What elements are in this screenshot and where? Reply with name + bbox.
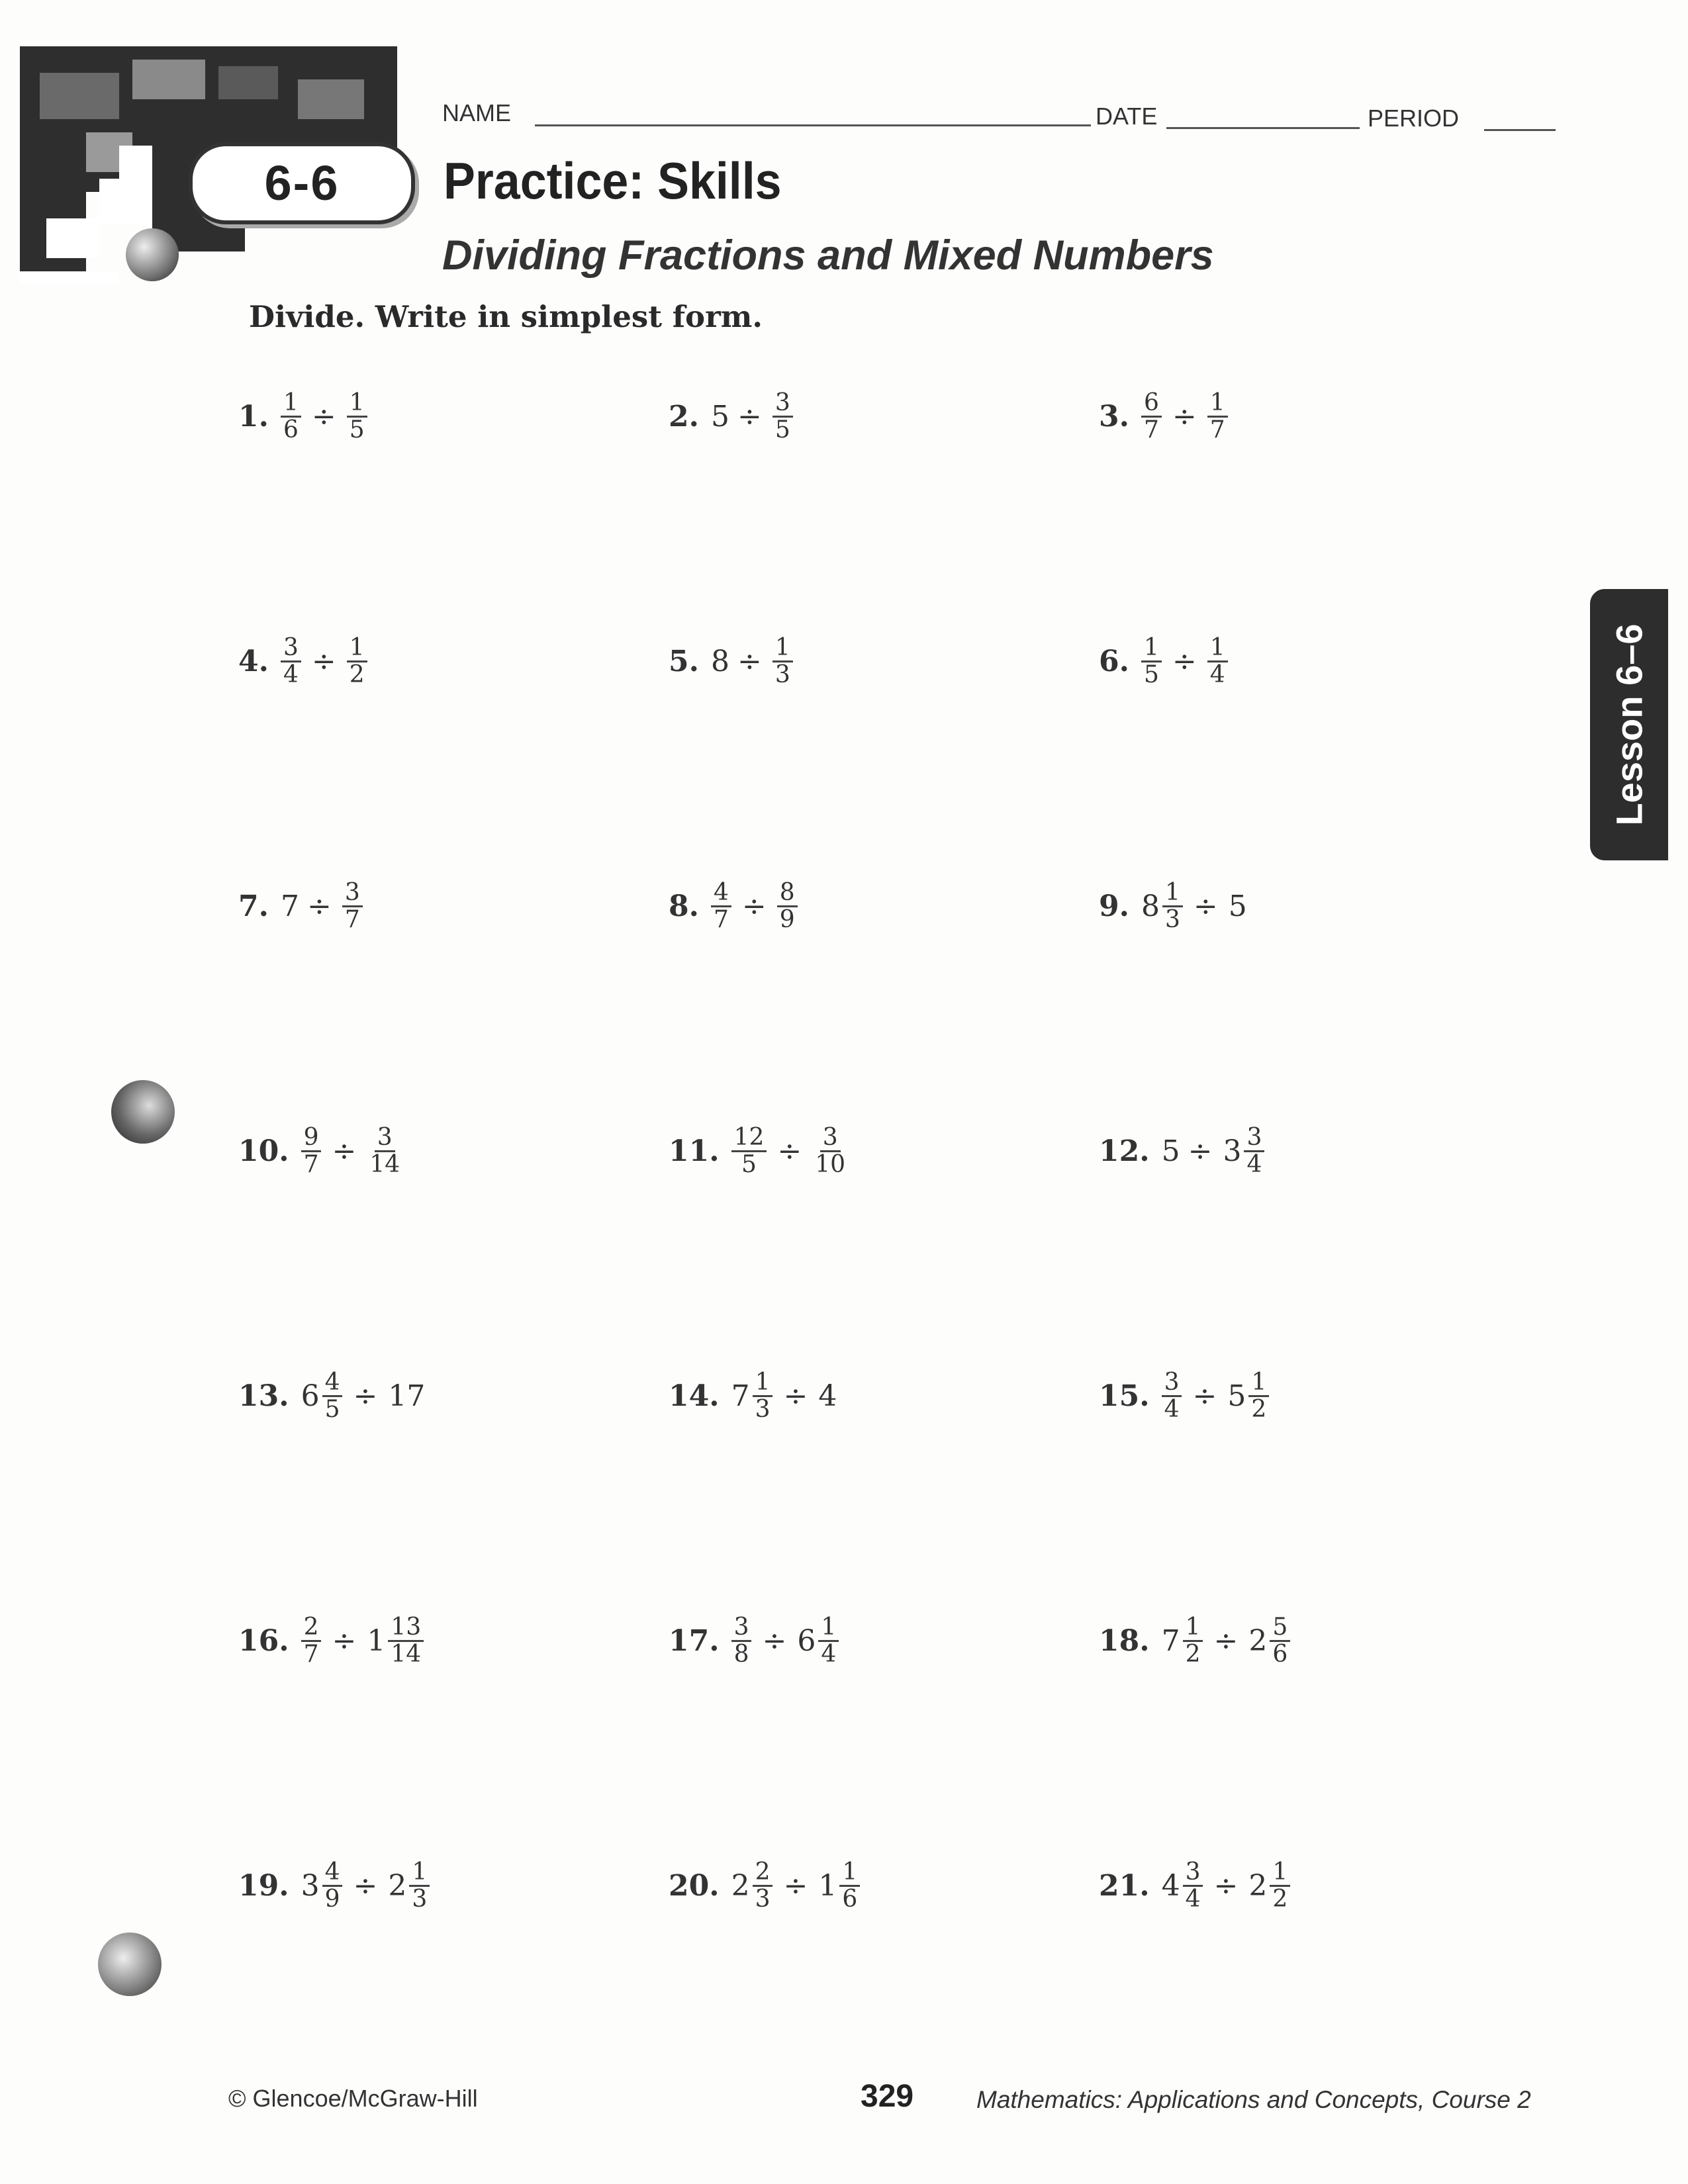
fraction xyxy=(777,880,798,933)
numerator: 1 xyxy=(409,1860,430,1887)
whole-number: 3 xyxy=(301,1868,320,1903)
whole-number: 6 xyxy=(301,1379,320,1413)
whole-number: 17 xyxy=(388,1379,426,1413)
problem-16 xyxy=(238,1615,426,1667)
denominator: 2 xyxy=(1185,1640,1201,1668)
division-sign: ÷ xyxy=(737,399,762,433)
whole-number: 8 xyxy=(710,644,729,678)
problem-number: 20. xyxy=(669,1868,720,1903)
fraction xyxy=(711,880,731,933)
whole-number: 4 xyxy=(818,1379,837,1413)
fraction xyxy=(409,1860,430,1912)
fraction xyxy=(1270,1615,1290,1667)
denominator: 4 xyxy=(1164,1395,1180,1423)
denominator: 6 xyxy=(842,1885,858,1913)
problem-number: 14. xyxy=(669,1379,720,1413)
fraction xyxy=(1244,1125,1264,1177)
numerator: 2 xyxy=(301,1615,322,1642)
book-title: Mathematics: Applications and Concepts, Course 2 xyxy=(976,2086,1531,2113)
division-sign: ÷ xyxy=(311,399,336,433)
denominator: 4 xyxy=(1185,1885,1201,1913)
denominator: 7 xyxy=(303,1150,319,1178)
division-sign: ÷ xyxy=(737,644,762,678)
problem-number: 21. xyxy=(1099,1868,1150,1903)
problem-number: 19. xyxy=(238,1868,289,1903)
problem-15 xyxy=(1099,1370,1272,1422)
whole-number: 1 xyxy=(367,1623,386,1658)
denominator: 7 xyxy=(303,1640,319,1668)
numerator: 1 xyxy=(1207,635,1228,662)
copyright: © Glencoe/McGraw-Hill xyxy=(228,2085,478,2112)
problem-number: 3. xyxy=(1099,399,1129,433)
numerator: 3 xyxy=(342,880,363,907)
denominator: 14 xyxy=(391,1640,422,1668)
problem-19 xyxy=(238,1860,432,1912)
numerator: 1 xyxy=(753,1370,773,1397)
whole-number: 7 xyxy=(1161,1623,1180,1658)
numerator: 5 xyxy=(1270,1615,1290,1642)
page-subtitle: Dividing Fractions and Mixed Numbers xyxy=(442,232,1214,279)
problem-number: 16. xyxy=(238,1623,289,1658)
whole-number: 2 xyxy=(731,1868,750,1903)
problem-2 xyxy=(669,390,796,443)
denominator: 9 xyxy=(324,1885,340,1913)
numerator: 1 xyxy=(1141,635,1162,662)
problem-number: 4. xyxy=(238,644,269,678)
whole-number: 1 xyxy=(818,1868,837,1903)
date-field[interactable] xyxy=(1166,127,1360,129)
problem-11 xyxy=(669,1125,851,1177)
fraction xyxy=(347,390,367,443)
problem-number: 1. xyxy=(238,399,269,433)
fraction xyxy=(1162,1370,1182,1422)
marble-icon xyxy=(126,228,179,281)
denominator: 5 xyxy=(774,416,790,443)
denominator: 7 xyxy=(344,905,360,933)
fraction xyxy=(1207,635,1228,688)
numerator: 1 xyxy=(839,1860,860,1887)
marble-icon xyxy=(111,1080,175,1144)
fraction xyxy=(342,880,363,933)
denominator: 3 xyxy=(1164,905,1180,933)
denominator: 14 xyxy=(369,1150,400,1178)
problem-7 xyxy=(238,880,365,933)
division-sign: ÷ xyxy=(353,1868,378,1903)
numerator: 2 xyxy=(753,1860,773,1887)
problem-12 xyxy=(1099,1125,1267,1177)
numerator: 1 xyxy=(773,635,793,662)
instructions: Divide. Write in simplest form. xyxy=(249,299,763,334)
problem-number: 6. xyxy=(1099,644,1129,678)
problem-number: 13. xyxy=(238,1379,289,1413)
fraction xyxy=(1270,1860,1290,1912)
numerator: 1 xyxy=(281,390,301,418)
numerator: 1 xyxy=(347,390,367,418)
page-number: 329 xyxy=(861,2079,914,2114)
denominator: 5 xyxy=(741,1150,757,1178)
numerator: 1 xyxy=(1248,1370,1269,1397)
division-sign: ÷ xyxy=(1193,889,1218,923)
denominator: 2 xyxy=(1251,1395,1267,1423)
problem-number: 17. xyxy=(669,1623,720,1658)
problem-17 xyxy=(669,1615,841,1667)
problem-number: 7. xyxy=(238,889,269,923)
fraction xyxy=(818,1615,839,1667)
denominator: 3 xyxy=(755,1885,771,1913)
problem-20 xyxy=(669,1860,863,1912)
division-sign: ÷ xyxy=(1172,399,1197,433)
division-sign: ÷ xyxy=(741,889,767,923)
problem-21 xyxy=(1099,1860,1293,1912)
fraction xyxy=(812,1125,848,1177)
problem-number: 18. xyxy=(1099,1623,1150,1658)
fraction xyxy=(1183,1860,1203,1912)
period-field[interactable] xyxy=(1484,129,1556,131)
division-sign: ÷ xyxy=(777,1134,802,1168)
division-sign: ÷ xyxy=(1192,1379,1217,1413)
division-sign: ÷ xyxy=(306,889,332,923)
division-sign: ÷ xyxy=(1213,1868,1239,1903)
fraction xyxy=(347,635,367,688)
problem-9 xyxy=(1099,880,1247,933)
numerator: 1 xyxy=(347,635,367,662)
fraction xyxy=(1162,880,1183,933)
problem-number: 9. xyxy=(1099,889,1129,923)
marble-icon xyxy=(98,1933,162,1996)
fraction xyxy=(281,635,301,688)
problem-number: 8. xyxy=(669,889,699,923)
whole-number: 3 xyxy=(1223,1134,1242,1168)
whole-number: 4 xyxy=(1161,1868,1180,1903)
numerator: 4 xyxy=(322,1860,343,1887)
division-sign: ÷ xyxy=(783,1379,808,1413)
numerator: 9 xyxy=(301,1125,322,1152)
whole-number: 5 xyxy=(1227,1379,1246,1413)
division-sign: ÷ xyxy=(311,644,336,678)
denominator: 3 xyxy=(774,660,790,688)
numerator: 3 xyxy=(731,1615,752,1642)
problem-13 xyxy=(238,1370,425,1422)
fraction xyxy=(1141,390,1162,443)
denominator: 4 xyxy=(283,660,299,688)
denominator: 7 xyxy=(1143,416,1159,443)
numerator: 1 xyxy=(1207,390,1228,418)
denominator: 8 xyxy=(733,1640,749,1668)
numerator: 3 xyxy=(281,635,301,662)
fraction xyxy=(753,1370,773,1422)
denominator: 10 xyxy=(815,1150,846,1178)
denominator: 4 xyxy=(1209,660,1225,688)
fraction xyxy=(773,635,793,688)
denominator: 3 xyxy=(412,1885,428,1913)
denominator: 7 xyxy=(1209,416,1225,443)
denominator: 5 xyxy=(349,416,365,443)
division-sign: ÷ xyxy=(332,1134,357,1168)
whole-number: 5 xyxy=(1228,889,1247,923)
whole-number: 8 xyxy=(1141,889,1160,923)
problem-number: 11. xyxy=(669,1134,720,1168)
side-tab-label: Lesson 6–6 xyxy=(1608,623,1650,826)
numerator: 8 xyxy=(777,880,798,907)
problem-6 xyxy=(1099,635,1231,688)
date-label: DATE xyxy=(1096,103,1158,130)
numerator: 3 xyxy=(773,390,793,418)
problem-1 xyxy=(238,390,370,443)
denominator: 5 xyxy=(324,1395,340,1423)
denominator: 5 xyxy=(1143,660,1159,688)
page-title: Practice: Skills xyxy=(444,152,782,210)
denominator: 9 xyxy=(779,905,795,933)
division-sign: ÷ xyxy=(332,1623,357,1658)
fraction xyxy=(322,1860,343,1912)
fraction xyxy=(1141,635,1162,688)
denominator: 6 xyxy=(283,416,299,443)
period-label: PERIOD xyxy=(1368,105,1460,132)
division-sign: ÷ xyxy=(353,1379,378,1413)
denominator: 7 xyxy=(713,905,729,933)
whole-number: 2 xyxy=(1248,1623,1268,1658)
numerator: 13 xyxy=(388,1615,424,1642)
fraction xyxy=(322,1370,343,1422)
numerator: 12 xyxy=(731,1125,767,1152)
denominator: 6 xyxy=(1272,1640,1288,1668)
problem-number: 15. xyxy=(1099,1379,1150,1413)
whole-number: 7 xyxy=(731,1379,750,1413)
numerator: 4 xyxy=(711,880,731,907)
fraction xyxy=(1183,1615,1203,1667)
fraction xyxy=(753,1860,773,1912)
whole-number: 5 xyxy=(710,399,729,433)
denominator: 4 xyxy=(821,1640,837,1668)
numerator: 3 xyxy=(1162,1370,1182,1397)
problem-14 xyxy=(669,1370,837,1422)
problem-5 xyxy=(669,635,796,688)
fraction xyxy=(367,1125,402,1177)
whole-number: 2 xyxy=(1248,1868,1268,1903)
numerator: 3 xyxy=(375,1125,395,1152)
name-field[interactable] xyxy=(535,124,1091,126)
whole-number: 5 xyxy=(1161,1134,1180,1168)
denominator: 3 xyxy=(755,1395,771,1423)
numerator: 4 xyxy=(322,1370,343,1397)
numerator: 3 xyxy=(1244,1125,1264,1152)
fraction xyxy=(773,390,793,443)
problem-4 xyxy=(238,635,370,688)
fraction xyxy=(731,1125,767,1177)
fraction xyxy=(839,1860,860,1912)
fraction xyxy=(1248,1370,1269,1422)
problem-8 xyxy=(669,880,800,933)
problem-3 xyxy=(1099,390,1231,443)
name-label: NAME xyxy=(442,99,512,126)
numerator: 6 xyxy=(1141,390,1162,418)
fraction xyxy=(1207,390,1228,443)
whole-number: 6 xyxy=(797,1623,816,1658)
division-sign: ÷ xyxy=(762,1623,787,1658)
problem-number: 12. xyxy=(1099,1134,1150,1168)
fraction xyxy=(731,1615,752,1667)
whole-number: 7 xyxy=(280,889,299,923)
fraction xyxy=(301,1615,322,1667)
fraction xyxy=(388,1615,424,1667)
numerator: 3 xyxy=(1183,1860,1203,1887)
numerator: 1 xyxy=(1162,880,1183,907)
division-sign: ÷ xyxy=(1213,1623,1239,1658)
denominator: 2 xyxy=(349,660,365,688)
fraction xyxy=(301,1125,322,1177)
division-sign: ÷ xyxy=(1172,644,1197,678)
lesson-number-badge: 6-6 xyxy=(189,142,415,224)
problem-18 xyxy=(1099,1615,1293,1667)
numerator: 1 xyxy=(818,1615,839,1642)
problem-number: 5. xyxy=(669,644,699,678)
numerator: 1 xyxy=(1183,1615,1203,1642)
problem-10 xyxy=(238,1125,405,1177)
whole-number: 2 xyxy=(388,1868,407,1903)
problem-number: 10. xyxy=(238,1134,289,1168)
fraction xyxy=(281,390,301,443)
denominator: 2 xyxy=(1272,1885,1288,1913)
denominator: 4 xyxy=(1246,1150,1262,1178)
problem-number: 2. xyxy=(669,399,699,433)
division-sign: ÷ xyxy=(1188,1134,1213,1168)
division-sign: ÷ xyxy=(783,1868,808,1903)
numerator: 3 xyxy=(820,1125,841,1152)
lesson-side-tab xyxy=(1590,589,1668,860)
numerator: 1 xyxy=(1270,1860,1290,1887)
